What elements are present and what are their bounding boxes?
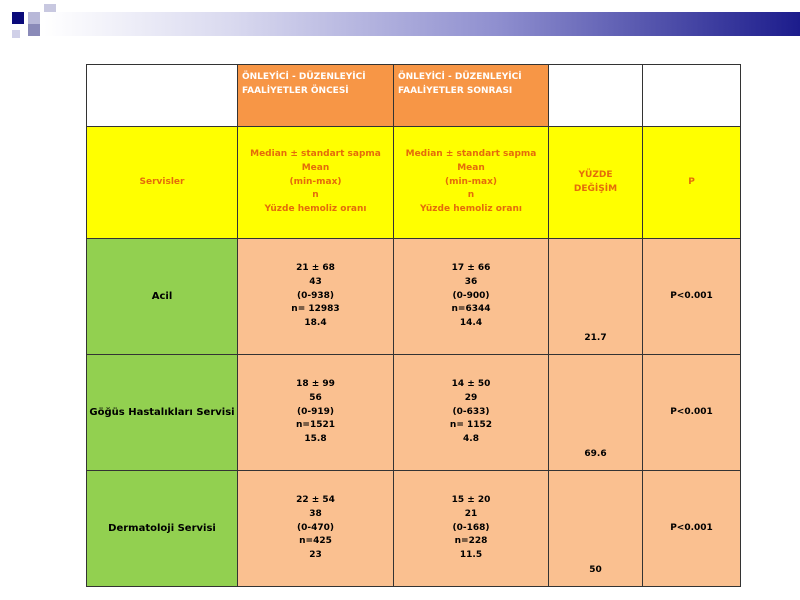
p-value-cell: P<0.001	[643, 239, 741, 355]
before-values-cell: 22 ± 54 38 (0-470) n=425 23	[238, 471, 394, 587]
p-value-cell: P<0.001	[643, 471, 741, 587]
service-name-cell: Göğüs Hastalıkları Servisi	[87, 355, 238, 471]
hemolysis-comparison-table	[86, 64, 741, 587]
after-values-cell: 17 ± 66 36 (0-900) n=6344 14.4	[394, 239, 549, 355]
percent-change-cell: 69.6	[549, 355, 643, 471]
services-column-header: Servisler	[87, 127, 238, 239]
empty-header-cell	[87, 65, 238, 127]
percent-change-header: YÜZDE DEĞİŞİM	[549, 127, 643, 239]
after-values-cell: 14 ± 50 29 (0-633) n= 1152 4.8	[394, 355, 549, 471]
before-values-cell: 21 ± 68 43 (0-938) n= 12983 18.4	[238, 239, 394, 355]
decorative-square	[28, 24, 40, 36]
service-name-cell: Acil	[87, 239, 238, 355]
header-gradient-bar	[44, 12, 800, 36]
percent-change-cell: 50	[549, 471, 643, 587]
decorative-square	[28, 12, 40, 24]
table-row	[87, 239, 741, 355]
empty-header-cell	[549, 65, 643, 127]
table-row	[87, 355, 741, 471]
decorative-square	[12, 12, 24, 24]
table-sub-header-row	[87, 127, 741, 239]
table-top-header-row	[87, 65, 741, 127]
before-stats-header: Median ± standart sapma Mean (min-max) n Yüzde hemoliz oranı	[238, 127, 394, 239]
before-activities-header: ÖNLEYİCİ - DÜZENLEYİCİ FAALİYETLER ÖNCESİ	[238, 65, 394, 127]
service-name-cell: Dermatoloji Servisi	[87, 471, 238, 587]
after-stats-header: Median ± standart sapma Mean (min-max) n Yüzde hemoliz oranı	[394, 127, 549, 239]
p-value-cell: P<0.001	[643, 355, 741, 471]
decorative-square	[12, 30, 20, 38]
before-values-cell: 18 ± 99 56 (0-919) n=1521 15.8	[238, 355, 394, 471]
p-value-header: P	[643, 127, 741, 239]
table-row	[87, 471, 741, 587]
after-values-cell: 15 ± 20 21 (0-168) n=228 11.5	[394, 471, 549, 587]
after-activities-header: ÖNLEYİCİ - DÜZENLEYİCİ FAALİYETLER SONRASI	[394, 65, 549, 127]
empty-header-cell	[643, 65, 741, 127]
percent-change-cell: 21.7	[549, 239, 643, 355]
